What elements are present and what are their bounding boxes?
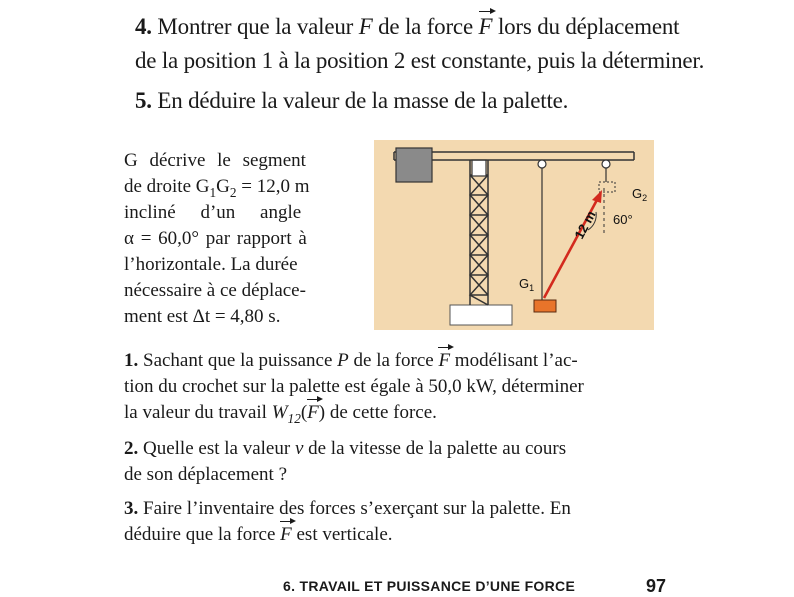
question-3-line-1	[124, 498, 571, 520]
question-2-line-2: de son déplacement ?	[124, 464, 288, 485]
question-5	[135, 88, 568, 114]
question-1-line-1	[124, 350, 578, 372]
question-number: 5.	[135, 88, 152, 113]
angle-label: 60°	[613, 212, 633, 227]
question-text: lors du déplacement	[497, 14, 680, 39]
question-4-line-1	[135, 14, 679, 40]
force-vector: F	[307, 402, 319, 423]
question-number: 2.	[124, 438, 139, 459]
palette-position-1	[534, 300, 556, 312]
question-text: Sachant que la puissance	[143, 350, 333, 371]
counterweight	[396, 148, 432, 182]
text-part: = 12,0 m	[236, 176, 310, 197]
question-number: 4.	[135, 14, 152, 39]
question-text: de la force	[378, 14, 473, 39]
left-text-6: nécessaire à ce déplace-	[124, 280, 306, 301]
left-text-7: ment est Δt = 4,80 s.	[124, 306, 281, 327]
question-text: de la force	[353, 350, 434, 371]
question-text: Faire l’inventaire des forces s’exerçant sur la palette. En	[143, 498, 571, 519]
chapter-footer: 6. TRAVAIL ET PUISSANCE D’UNE FORCE	[283, 578, 576, 594]
question-3-line-2	[124, 524, 393, 546]
left-text-1: G décrive le segment	[124, 150, 306, 171]
left-text-5: l’horizontale. La durée	[124, 254, 298, 275]
trolley-wheel	[602, 160, 610, 168]
speed-symbol: v	[294, 438, 304, 459]
force-symbol: F	[358, 14, 373, 39]
question-text: En déduire la valeur de la masse de la palette.	[157, 88, 569, 113]
question-text: modélisant l’ac-	[454, 350, 578, 371]
left-text-3: incliné d’un angle	[124, 202, 302, 223]
label-g1: $G_1$	[519, 276, 535, 293]
left-text-4: α = 60,0° par rapport à	[124, 228, 307, 249]
crane-cabin	[472, 160, 486, 176]
label-g2: $G_2$	[632, 186, 648, 203]
question-number: 3.	[124, 498, 139, 519]
page-number: 97	[646, 576, 667, 596]
crane-base	[450, 305, 512, 325]
question-number: 1.	[124, 350, 139, 371]
question-text: déduire que la force	[124, 524, 276, 545]
question-1-line-2: tion du crochet sur la palette est égale à 50,0 kW, déterminer	[124, 376, 584, 397]
force-vector: F	[280, 524, 292, 545]
question-text: de la vitesse de la palette au cours	[308, 438, 567, 459]
text-part: de droite G	[124, 176, 210, 197]
length-label: 12 m	[571, 208, 599, 242]
question-4-line-2	[135, 48, 704, 74]
trolley-wheel	[538, 160, 546, 168]
question-text: de cette force.	[329, 402, 437, 423]
crane-figure	[374, 140, 654, 330]
question-text: de la position 1 à la position 2 est constante, puis la déterminer.	[135, 48, 705, 73]
left-text-2: de droite $G_1G_2 = 12,0$ m	[124, 176, 310, 200]
question-text: Quelle est la valeur	[143, 438, 291, 459]
question-text: Montrer que la valeur	[157, 14, 354, 39]
force-vector: F	[438, 350, 451, 371]
question-text: est verticale.	[296, 524, 393, 545]
text-part: G	[216, 176, 230, 197]
question-2-line-1	[124, 438, 566, 460]
question-1-line-3: la valeur du travail $W_{12}(F)$ de cette force.	[124, 402, 437, 426]
force-vector: F	[478, 14, 493, 39]
work-symbol: $W_{12}$	[271, 402, 301, 426]
power-symbol: P	[337, 350, 349, 371]
question-text: la valeur du travail	[124, 402, 267, 423]
